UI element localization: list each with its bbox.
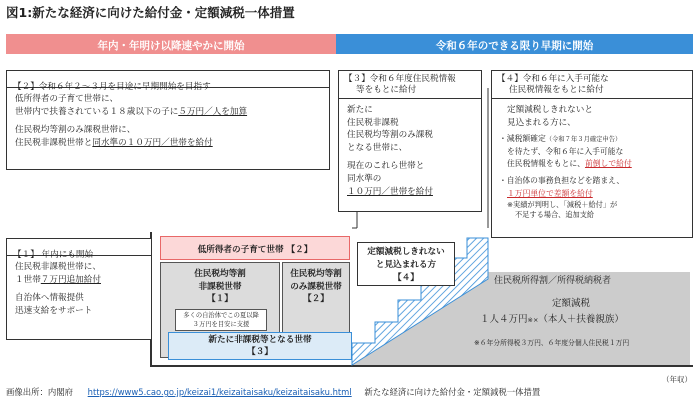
source-line: 画像出所：内閣府 https://www5.cao.go.jp/keizai1/keizaitaisaku/keizaitaisaku.html 新たな経済に向けた給付金・定額減税一体措置 bbox=[6, 387, 541, 397]
box-2-line-2: 世帯内で扶養されている１８歳以下の子に５万円／人を加算 bbox=[15, 106, 248, 117]
box-3-header: 【３】令和６年度住民税情報 等をもとに給付 bbox=[339, 71, 481, 99]
gray-box-2: 住民税均等割 のみ課税世帯 【２】 bbox=[282, 262, 350, 358]
pink-bar: 低所得者の子育て世帯 【２】 bbox=[160, 236, 350, 260]
fixed-tax-cut-amount: １人４万円※×（本人＋扶養親族） bbox=[480, 314, 624, 325]
box-2-line-3: 住民税均等割のみ課税世帯に、 bbox=[15, 125, 136, 136]
box-2-line-4: 住民税非課税世帯と同水準の１０万円／世帯を給付 bbox=[15, 137, 213, 148]
stairs-label: 定額減税しきれない と見込まれる方 【４】 bbox=[357, 242, 455, 286]
banner-left-label: 年内・年明け以降速やかに開始 bbox=[97, 40, 245, 52]
blue-bar: 新たに非課税等となる世帯 【３】 bbox=[168, 332, 352, 360]
box-4: 【４】令和６年に入手可能な 住民税情報をもとに給付 定額減税しきれないと 見込まれる方に、 ・減税額確定（令和７年３月確定申告） を待たず、令和６年に入手可能な 住民税情報をもとに、前倒しで給付 ・自治体の事務負担などを踏まえ、 １万円単位で差額を給付 ※実績が判明し、「減税＋給付」が 不足する場合、追加支給 bbox=[491, 70, 693, 238]
box-1: 【１】 年内にも開始 住民税非課税世帯に、 １世帯７万円追加給付 自治体へ情報提供 迅速支給をサポート bbox=[6, 238, 152, 340]
gray-box-1-note: 多くの自治体でこの夏以降 ３万円を目安に支援 bbox=[175, 309, 267, 331]
box-3: 【３】令和６年度住民税情報 等をもとに給付 新たに 住民税非課税 住民税均等割のみ課税 となる世帯に、 現在のこれら世帯と 同水準の １０万円／世帯を給付 bbox=[338, 70, 482, 212]
box-2 bbox=[6, 70, 330, 170]
box-2-header: 【２】令和６年２～３月を目途に早期開始を目指す bbox=[7, 71, 329, 88]
fixed-tax-cut-label: 定額減税 bbox=[552, 298, 591, 309]
box-2-line-1: 低所得者の子育て世帯に、 bbox=[15, 94, 119, 104]
taxpayer-label: 住民税所得割／所得税納税者 bbox=[494, 276, 612, 286]
source-link[interactable]: https://www5.cao.go.jp/keizai1/keizaitaisaku/keizaitaisaku.html bbox=[87, 387, 352, 397]
page-title: 図1:新たな経済に向けた給付金・定額減税一体措置 bbox=[6, 5, 295, 20]
x-axis-label: （年収） bbox=[662, 375, 692, 384]
box-4-header: 【４】令和６年に入手可能な 住民税情報をもとに給付 bbox=[492, 71, 692, 99]
banner-right-label: 令和６年のできる限り早期に開始 bbox=[435, 40, 594, 52]
box-1-header: 【１】 年内にも開始 bbox=[7, 239, 151, 256]
gray-box-1: 住民税均等割 非課税世帯 【１】 多くの自治体でこの夏以降 ３万円を目安に支援 bbox=[160, 262, 280, 358]
fixed-tax-cut-note: ※６年分所得税３万円、６年度分個人住民税１万円 bbox=[474, 339, 630, 347]
